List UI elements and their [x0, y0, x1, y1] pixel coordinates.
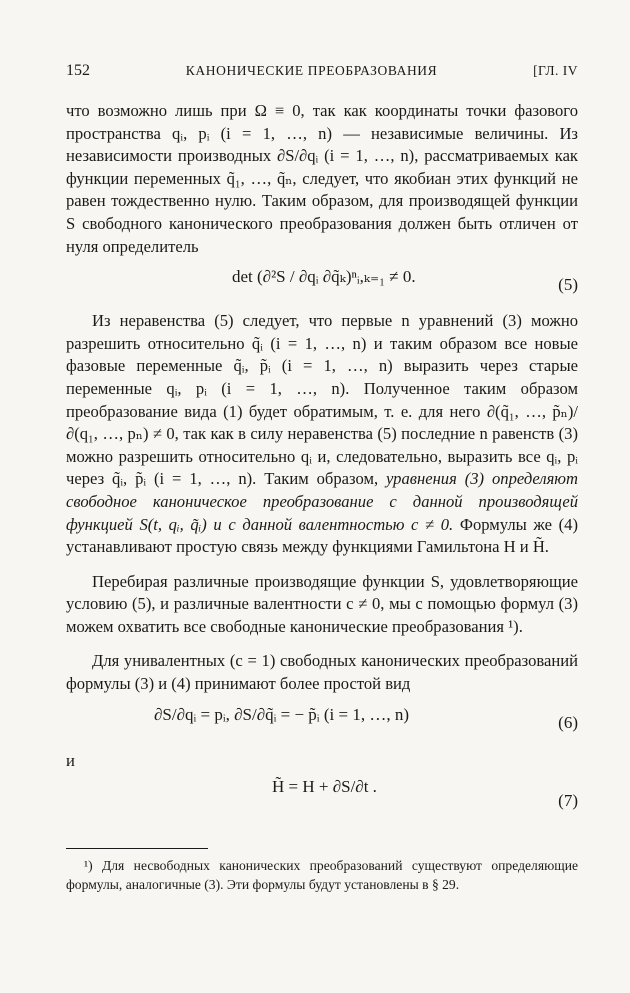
page-body [66, 100, 578, 826]
running-title: КАНОНИЧЕСКИЕ ПРЕОБРАЗОВАНИЯ [185, 63, 438, 78]
footnote: ¹) Для несвободных канонических преобразований существуют определяющие формулы, аналогичные (3). Эти формулы будут установлены в § 29. [66, 858, 578, 892]
formula-7-expression: H̃ = H + ∂S/∂t . [272, 776, 377, 796]
formula-6-number: (6) [558, 712, 578, 732]
formula-7-number: (7) [558, 790, 578, 810]
paragraph-2 [66, 310, 578, 559]
formula-7 [66, 776, 578, 820]
paragraph-3: Перебирая различные производящие функции S, удовлетворяющие условию (5), и различные валентности c ≠ 0, мы с помощью формул (3) можем охватить все свободные канонические преобразования ¹). [66, 571, 578, 636]
paragraph-2-tail: Формулы же (4) устанавливают простую связь между функциями Гамильтона H и H̃. [66, 514, 578, 557]
footnote-divider [66, 848, 208, 849]
paragraph-2-text: Из неравенства (5) следует, что первые n уравнений (3) можно разрешить относительно q̃ᵢ (i = 1, …, n) и таким образом все новые фазовые переменные q̃ᵢ, p̃ᵢ (i = 1, …, n) выразить через старые переменные qᵢ, pᵢ (i = 1, …, n). Полученное таким образом преобразование вида (1) будет обратимым, т. е. для него ∂(q̃₁, …, p̃ₙ)/∂(q₁, …, pₙ) ≠ 0, так как в силу неравенства (5) последние n равенств (3) можно разрешить относительно qᵢ и, следовательно, выразить все qᵢ, pᵢ через q̃ᵢ, p̃ᵢ (i = 1, …, n). Таким образом, [66, 311, 578, 489]
conjunction-and: и [66, 750, 75, 770]
theorem-statement: уравнения (3) определяют свободное каноническое преобразование с данной производящей функцией S(t, qᵢ, q̃ᵢ) и с данной валентностью c ≠ 0. [66, 469, 578, 534]
paragraph-1: что возможно лишь при Ω ≡ 0, так как координаты точки фазового пространства qᵢ, pᵢ (i = 1, …, n) — независимые величины. Из независимости производных ∂S/∂qᵢ (i = 1, …, n), рассматриваемых как функции переменных q̃₁, …, q̃ₙ, следует, что якобиан этих функций не равен тождественно нулю. Таким образом, для производящей функции S свободного канонического преобразования должен быть отличен от нуля определитель [66, 101, 578, 256]
running-header [66, 60, 578, 82]
conjunction-line [66, 748, 578, 774]
formula-6 [66, 698, 578, 742]
paragraph-4: Для унивалентных (c = 1) свободных канонических преобразований формулы (3) и (4) принимают более простой вид [66, 651, 578, 694]
formula-5-number: (5) [558, 275, 578, 295]
formula-6-expression: ∂S/∂qᵢ = pᵢ, ∂S/∂q̃ᵢ = − p̃ᵢ (i = 1, …, n) [154, 704, 409, 724]
formula-5-expression: det (∂²S / ∂qᵢ ∂q̃ₖ)ⁿᵢ,ₖ₌₁ ≠ 0. [232, 267, 416, 287]
chapter-label: [ГЛ. IV [533, 63, 578, 78]
page-number: 152 [66, 62, 90, 79]
formula-5 [66, 260, 578, 304]
